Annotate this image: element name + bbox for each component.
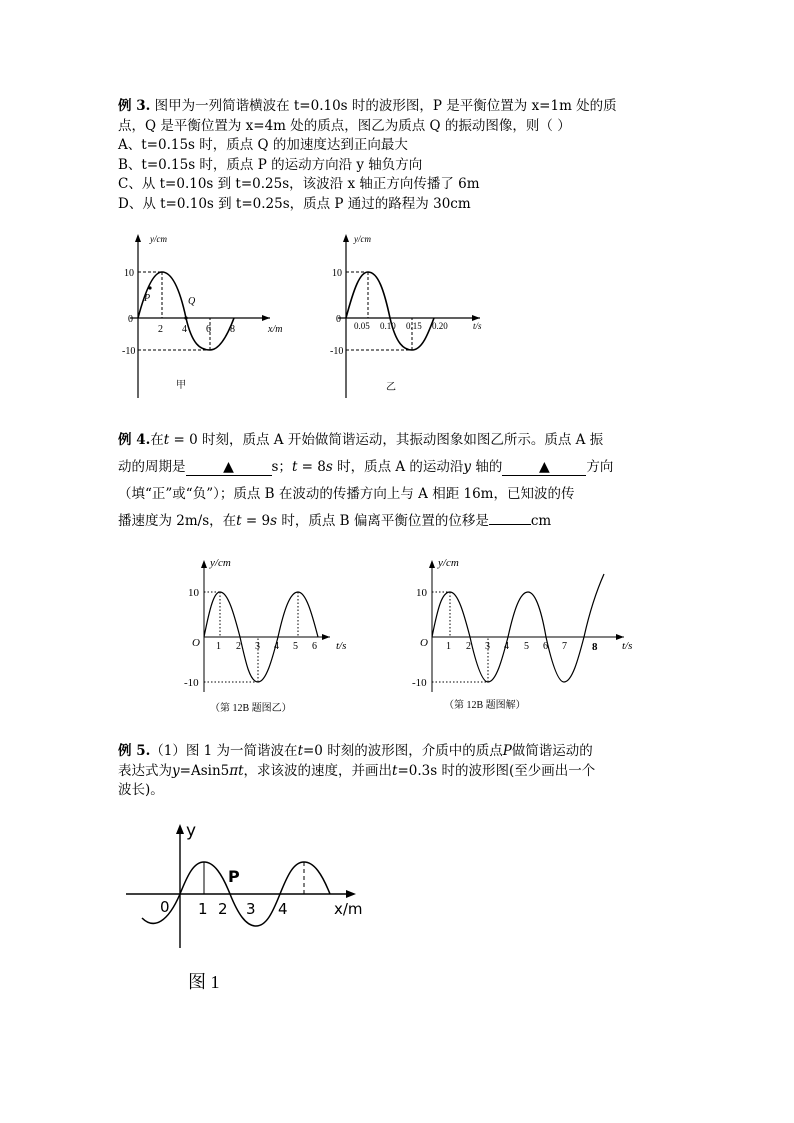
ex5-label: 例 5. xyxy=(118,743,151,759)
ex4-line1: 例 4.在t = 0 时刻，质点 A 开始做简谐运动，其振动图象如图乙所示。质点 A 振 xyxy=(118,432,604,448)
ex4-b-tick: 8 xyxy=(592,641,598,653)
triangle-icon: ▲ xyxy=(223,459,234,475)
ex4-line4: 播速度为 2m/s，在t = 9s 时，质点 B 偏离平衡位置的位移是 cm xyxy=(118,513,552,529)
ex4-b-tick: 7 xyxy=(562,641,567,652)
ex3-jia-tick: 6 xyxy=(206,324,211,335)
ex3-option-d: D、从 t=0.10s 到 t=0.25s，质点 P 通过的路程为 30cm xyxy=(118,195,471,212)
ex3-yi-tick: 0.05 xyxy=(354,321,370,331)
ex5-caption: 图 1 xyxy=(188,972,220,992)
ex5-xlabel: x/m xyxy=(334,900,363,918)
example-4 xyxy=(118,427,678,535)
ex5-ylabel: y xyxy=(186,821,197,841)
ex4-a-origin: O xyxy=(192,637,200,649)
ex4-a-xlabel: t/s xyxy=(336,640,347,652)
ex3-jia-caption: 甲 xyxy=(176,380,186,391)
ex3-stem-line1: 例 3. 图甲为一列简谐横波在 t=0.10s 时的波形图，P 是平衡位置为 x=1m 处的质 xyxy=(118,98,617,114)
ex4-a-tick: 1 xyxy=(216,641,221,652)
ex3-jia-ybottom: -10 xyxy=(122,346,136,357)
ex4-a-ytop: 10 xyxy=(188,587,199,599)
ex3-jia-origin: 0 xyxy=(128,314,133,325)
ex3-jia-waveform xyxy=(138,272,234,350)
ex3-stem-line2: 点，Q 是平衡位置为 x=4m 处的质点，图乙为质点 Q 的振动图像，则（ ） xyxy=(118,117,571,134)
ex4-a-tick: 5 xyxy=(293,641,298,652)
triangle-icon: ▲ xyxy=(538,459,550,475)
ex4-line2: 动的周期是 ▲ s；t = 8s 时，质点 A 的运动沿y 轴的 ▲ 方向 xyxy=(118,459,614,475)
ex4-a-ybottom: -10 xyxy=(184,677,199,689)
ex4-b-ylabel: y/cm xyxy=(438,557,459,569)
ex5-point-p: P xyxy=(228,867,240,886)
ex4-a-tick: 2 xyxy=(236,641,241,652)
ex3-figure-jia xyxy=(122,228,292,403)
ex3-yi-tick: 0.20 xyxy=(432,321,448,331)
ex3-yi-origin: 0 xyxy=(336,314,341,325)
ex4-figure-a xyxy=(184,552,358,717)
ex3-yi-ylabel: y/cm xyxy=(354,234,371,244)
ex4-b-tick: 5 xyxy=(524,641,529,652)
ex3-label: 例 3. xyxy=(118,98,151,114)
ex4-b-tick: 4 xyxy=(504,641,509,652)
ex5-tick: 1 xyxy=(198,900,208,918)
ex4-b-ybottom: -10 xyxy=(412,677,427,689)
ex3-yi-ybottom: -10 xyxy=(330,346,344,357)
ex3-jia-ylabel: y/cm xyxy=(150,234,167,244)
ex4-b-waveform xyxy=(432,574,604,682)
example-3 xyxy=(118,97,678,214)
ex4-a-caption: （第 12B 题图乙） xyxy=(210,703,292,714)
ex3-yi-waveform xyxy=(346,272,434,350)
ex4-b-ytop: 10 xyxy=(416,587,427,599)
ex3-jia-tick: 8 xyxy=(230,324,235,335)
ex3-yi-tick: 0.15 xyxy=(406,321,422,331)
ex3-yi-caption: 乙 xyxy=(386,382,396,393)
ex3-jia-point-q: Q xyxy=(188,296,196,307)
ex3-jia-ytop: 10 xyxy=(124,268,134,279)
ex4-line3: （填“正”或“负”）；质点 B 在波动的传播方向上与 A 相距 16m，已知波的传 xyxy=(118,486,575,502)
ex5-tick: 4 xyxy=(278,900,288,918)
ex3-option-b: B、t=0.15s 时，质点 P 的运动方向沿 y 轴负方向 xyxy=(118,156,423,173)
ex3-yi-tick: 0.10 xyxy=(380,321,396,331)
ex4-a-tick: 6 xyxy=(312,641,317,652)
ex4-figure-b xyxy=(412,552,652,717)
ex4-label: 例 4. xyxy=(118,432,151,448)
ex3-yi-xlabel: t/s xyxy=(473,321,482,331)
ex3-option-c: C、从 t=0.10s 到 t=0.25s，该波沿 x 轴正方向传播了 6m xyxy=(118,176,480,192)
ex5-origin: 0 xyxy=(160,898,170,916)
ex4-a-tick: 4 xyxy=(274,641,279,652)
ex5-line2: 表达式为y=Asin5πt，求该波的速度，并画出t=0.3s 时的波形图(至少画出一个 xyxy=(118,762,596,779)
ex5-tick: 2 xyxy=(218,900,228,918)
ex4-a-tick: 3 xyxy=(255,641,260,652)
ex4-blank-direction[interactable] xyxy=(502,459,586,476)
ex4-b-origin: O xyxy=(420,637,428,649)
ex5-figure-1 xyxy=(120,818,380,998)
ex3-figure-yi xyxy=(330,228,490,403)
ex4-b-tick: 2 xyxy=(466,641,471,652)
ex5-tick: 3 xyxy=(246,900,256,918)
example-5 xyxy=(118,742,678,801)
ex3-jia-tick: 4 xyxy=(182,324,187,335)
ex4-b-tick: 3 xyxy=(485,641,490,652)
ex3-yi-ytop: 10 xyxy=(332,268,342,279)
ex4-b-caption: （第 12B 题图解） xyxy=(444,700,526,711)
ex3-jia-point-p: P xyxy=(144,293,151,304)
ex5-line1: 例 5.（1）图 1 为一简谐波在t=0 时刻的波形图，介质中的质点P做简谐运动的 xyxy=(118,743,593,759)
ex4-blank-period[interactable] xyxy=(186,459,272,476)
ex3-jia-xlabel: x/m xyxy=(268,324,283,335)
ex4-b-xlabel: t/s xyxy=(622,640,633,652)
ex5-line3: 波长)。 xyxy=(118,782,164,798)
ex4-a-ylabel: y/cm xyxy=(210,557,231,569)
ex4-b-tick: 6 xyxy=(543,641,548,652)
ex4-b-tick: 1 xyxy=(446,641,451,652)
ex4-blank-displacement[interactable] xyxy=(489,524,531,525)
ex3-jia-tick: 2 xyxy=(158,324,163,335)
ex3-option-a: A、t=0.15s 时，质点 Q 的加速度达到正向最大 xyxy=(118,137,408,153)
